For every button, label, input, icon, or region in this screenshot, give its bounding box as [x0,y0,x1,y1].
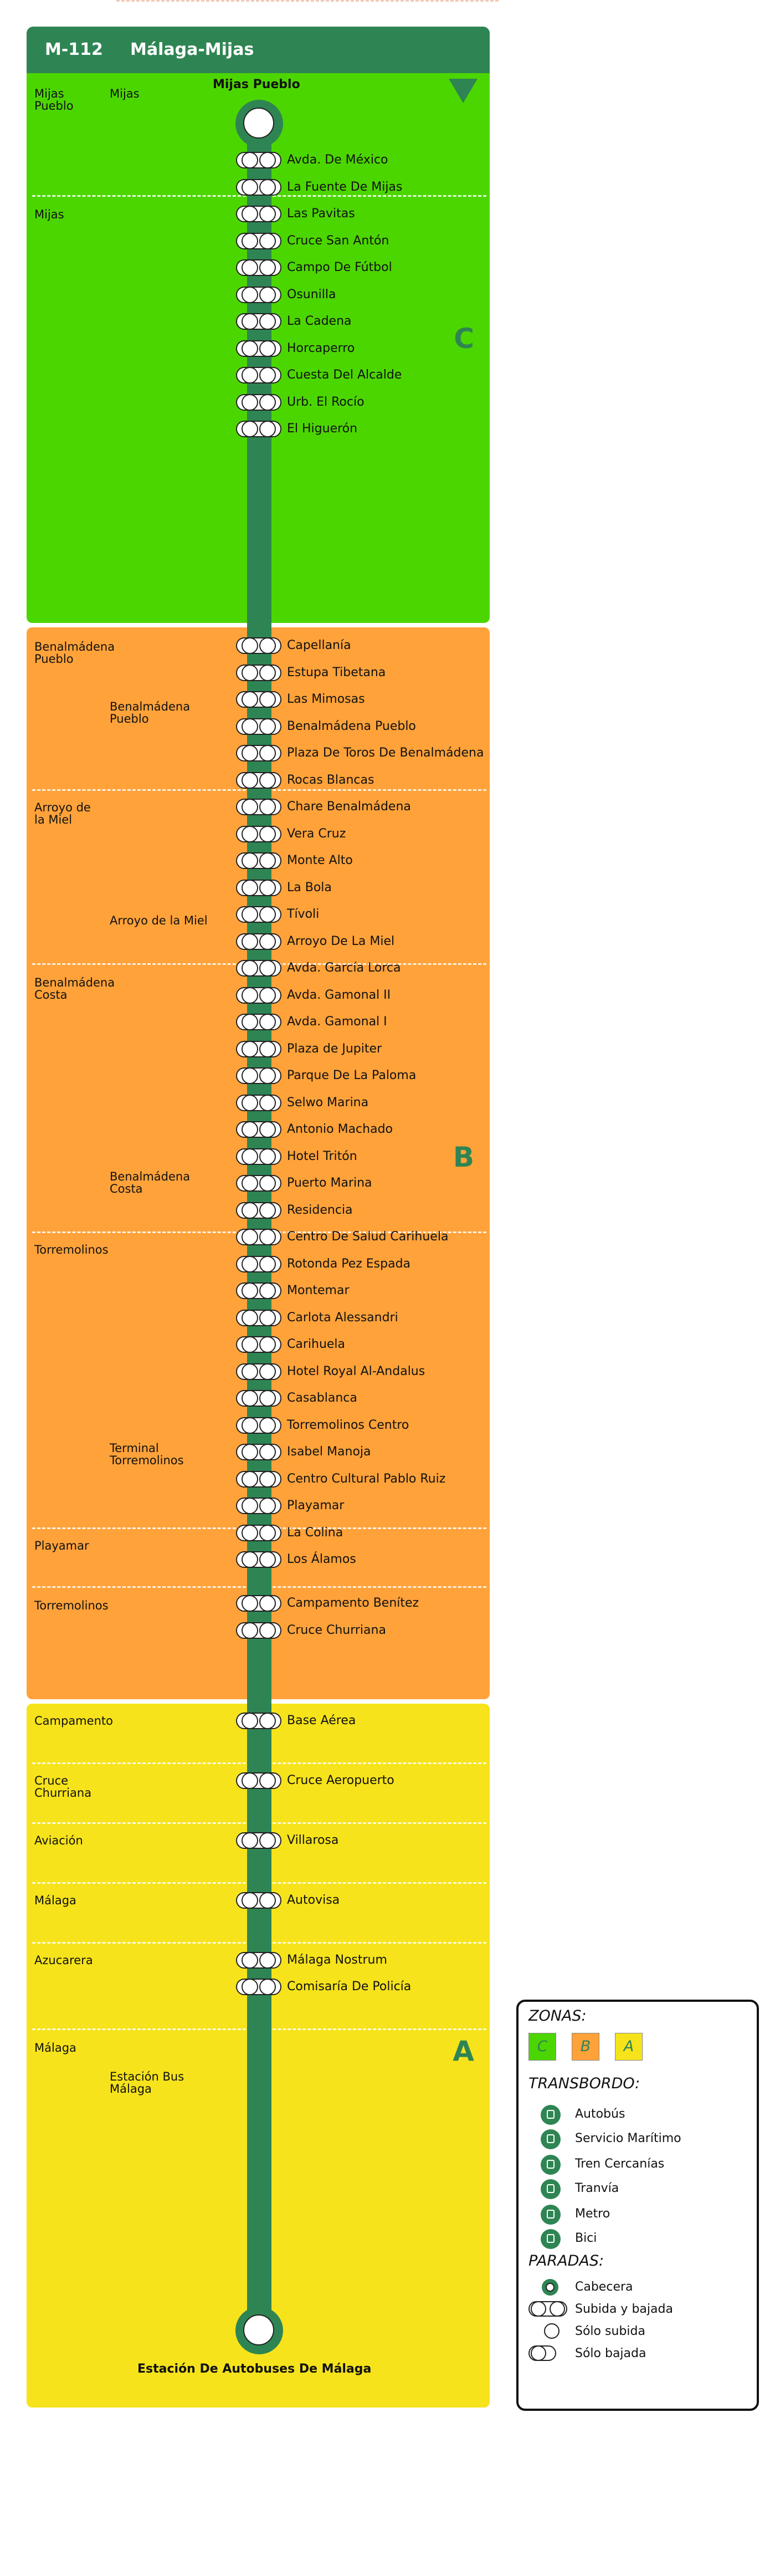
stop-name: Carihuela [287,1337,346,1351]
stop-marker-icon [236,340,281,357]
board-only-icon [544,2323,560,2339]
stop-name: Vera Cruz [287,826,346,841]
legend-transfer-label: Servicio Marítimo [575,2132,681,2145]
zone-a-swatch: A [615,2033,643,2061]
stop-name: Carlota Alessandri [287,1310,398,1325]
stop-name: Málaga Nostrum [287,1953,387,1967]
route-header [27,27,490,73]
stop-name: Benalmádena Pueblo [287,719,416,733]
stop-name: Base Aérea [287,1714,356,1727]
area-label: Mijas [110,87,140,100]
stop-marker-icon [236,1014,281,1030]
municipality-label: Playamar [34,1539,89,1552]
route-name: Málaga-Mijas [130,40,254,59]
municipality-label: Mijas [34,208,64,221]
municipality-label: Benalmádena Costa [34,976,115,1001]
bike-icon [541,2229,561,2249]
stop-name: Montemar [287,1284,350,1297]
stop-name: Centro De Salud Carihuela [287,1230,449,1244]
stop-name: Centro Cultural Pablo Ruiz [287,1471,446,1486]
start-terminal-icon [235,100,283,147]
stop-marker-icon [236,1282,281,1299]
bus-icon [541,2105,561,2125]
terminal-stop-icon [542,2279,558,2296]
stop-name: Cruce Churriana [287,1623,386,1637]
legend-stop-label: Subida y bajada [575,2302,673,2316]
stop-name: Avda. García Lorca [287,961,401,975]
area-label: Arroyo de la Miel [110,914,208,927]
stop-name: Hotel Tritón [287,1149,357,1163]
stop-marker-icon [236,1622,281,1639]
board-alight-icon [528,2301,567,2317]
area-label: Benalmádena Costa [110,1170,191,1195]
legend-stop-label: Cabecera [575,2280,633,2294]
stop-name: Plaza De Toros De Benalmádena [287,746,484,760]
stop-name: Campo De Fútbol [287,260,392,274]
municipality-label: Málaga [34,2041,76,2054]
area-label: Terminal Torremolinos [110,1442,184,1467]
stop-name: Avda. De México [287,153,388,167]
legend-transfer-title: TRANSBORDO: [528,2075,640,2092]
stop-marker-icon [236,1525,281,1541]
legend-zones-title: ZONAS: [528,2007,587,2025]
stop-name: Villarosa [287,1833,339,1847]
stop-name: Estupa Tibetana [287,665,386,679]
stop-marker-icon [236,1892,281,1909]
stop-marker-icon [236,1979,281,1995]
stop-marker-icon [236,259,281,276]
stop-name: Avda. Gamonal I [287,1015,387,1029]
zone-letter-a: A [453,2035,474,2067]
stop-marker-icon [236,933,281,950]
stop-marker-icon [236,1175,281,1192]
stop-marker-icon [236,1229,281,1245]
legend-transfer-label: Autobús [575,2107,625,2121]
area-label: Estación Bus Málaga [110,2070,184,2095]
zone-b-swatch: B [572,2033,599,2061]
stop-name: Hotel Royal Al-Andalus [287,1364,425,1378]
stop-name: Capellanía [287,638,351,652]
stop-name: Chare Benalmádena [287,800,411,814]
stop-marker-icon [236,1832,281,1849]
stop-name: Autovisa [287,1893,340,1907]
stop-name: Rocas Blancas [287,773,374,787]
legend-stops-title: PARADAS: [528,2252,604,2270]
stop-marker-icon [236,179,281,196]
area-label: Benalmádena Pueblo [110,700,191,725]
stop-name: Cruce San Antón [287,233,389,248]
stop-name: La Colina [287,1525,343,1540]
legend-transfer-label: Bici [575,2231,597,2245]
stop-marker-icon [236,1336,281,1353]
train-icon [541,2155,561,2175]
ferry-icon [541,2129,561,2149]
stop-name: Parque De La Paloma [287,1069,417,1082]
stop-name: Casablanca [287,1391,357,1405]
stop-name: Selwo Marina [287,1095,369,1110]
municipality-label: Málaga [34,1894,76,1907]
stop-name: Plaza de Jupiter [287,1041,382,1056]
municipality-label: Torremolinos [34,1243,109,1256]
stop-marker-icon [236,233,281,249]
stop-name: Campamento Benítez [287,1596,419,1610]
stop-marker-icon [236,287,281,303]
stop-marker-icon [236,772,281,789]
stop-marker-icon [236,1202,281,1219]
metro-icon [541,2205,561,2225]
stop-marker-icon [236,880,281,896]
stop-marker-icon [236,1310,281,1326]
municipality-label: Torremolinos [34,1599,109,1612]
stop-marker-icon [236,1713,281,1729]
alight-only-icon [528,2345,556,2361]
tram-icon [541,2179,561,2199]
stop-name: Cruce Aeropuerto [287,1773,394,1787]
end-terminal-label: Estación De Autobuses De Málaga [137,2362,372,2376]
municipality-label: Benalmádena Pueblo [34,640,115,666]
zone-c-swatch: C [528,2033,556,2061]
stop-marker-icon [236,1095,281,1111]
stop-marker-icon [236,1497,281,1514]
stop-marker-icon [236,1595,281,1612]
stop-name: Residencia [287,1203,353,1217]
stop-name: Las Mimosas [287,692,365,706]
stop-marker-icon [236,1551,281,1568]
stop-name: La Fuente De Mijas [287,180,403,194]
stop-name: Cuesta Del Alcalde [287,368,402,382]
stop-marker-icon [236,206,281,222]
municipality-label: Mijas Pueblo [34,87,74,113]
legend-transfer-label: Metro [575,2207,610,2221]
stop-name: Urb. El Rocío [287,395,365,409]
stop-marker-icon [236,1417,281,1434]
stop-marker-icon [236,1256,281,1272]
stop-marker-icon [236,960,281,977]
stop-marker-icon [236,313,281,330]
stop-name: Puerto Marina [287,1176,372,1190]
stop-marker-icon [236,152,281,168]
stop-name: La Bola [287,880,332,895]
stop-name: Horcaperro [287,341,355,355]
stop-marker-icon [236,1390,281,1407]
stop-marker-icon [236,1363,281,1380]
stop-marker-icon [236,987,281,1004]
top-dashed-border [116,0,499,2]
legend-transfer-label: Tranvía [575,2181,619,2195]
stop-marker-icon [236,1041,281,1057]
stop-marker-icon [236,1444,281,1460]
stop-marker-icon [236,394,281,411]
zone-letter-c: C [454,323,474,355]
zone-letter-b: B [453,1141,474,1173]
stop-name: Arroyo De La Miel [287,934,395,948]
stop-marker-icon [236,906,281,923]
municipality-label: Aviación [34,1834,83,1847]
direction-arrow-icon [449,79,478,103]
stop-name: Playamar [287,1499,345,1512]
stop-marker-icon [236,826,281,842]
stop-marker-icon [236,1952,281,1969]
stop-marker-icon [236,1067,281,1084]
stop-name: Antonio Machado [287,1122,393,1136]
stop-name: Avda. Gamonal II [287,988,391,1002]
end-terminal-icon [235,2307,283,2354]
stop-marker-icon [236,1121,281,1138]
stop-name: Monte Alto [287,853,353,867]
stop-name: Las Pavitas [287,207,355,221]
stop-marker-icon [236,1772,281,1789]
stop-marker-icon [236,1148,281,1165]
stop-name: Tívoli [287,907,320,921]
stop-name: La Cadena [287,314,352,328]
municipality-label: Arroyo de la Miel [34,801,91,826]
stop-name: Osunilla [287,287,336,301]
route-code: M-112 [45,40,103,59]
legend-transfer-label: Tren Cercanías [575,2157,665,2171]
stop-name: Rotonda Pez Espada [287,1256,411,1271]
stop-name: El Higuerón [287,422,358,436]
municipality-label: Azucarera [34,1954,93,1967]
legend-stop-label: Sólo subida [575,2324,645,2338]
stop-marker-icon [236,745,281,761]
stop-marker-icon [236,665,281,681]
stop-name: Los Álamos [287,1552,356,1566]
stop-marker-icon [236,367,281,384]
stop-marker-icon [236,421,281,437]
stop-marker-icon [236,718,281,735]
stop-marker-icon [236,1471,281,1488]
stop-marker-icon [236,852,281,869]
stop-name: Torremolinos Centro [287,1418,409,1432]
stop-name: Isabel Manoja [287,1445,371,1459]
municipality-label: Cruce Churriana [34,1774,92,1800]
municipality-label: Campamento [34,1714,113,1727]
legend [516,2000,759,2411]
stop-name: Comisaría De Policía [287,1980,412,1994]
stop-marker-icon [236,799,281,815]
stop-marker-icon [236,637,281,654]
start-terminal-label: Mijas Pueblo [213,78,300,91]
legend-stop-label: Sólo bajada [575,2347,646,2360]
stop-marker-icon [236,691,281,708]
